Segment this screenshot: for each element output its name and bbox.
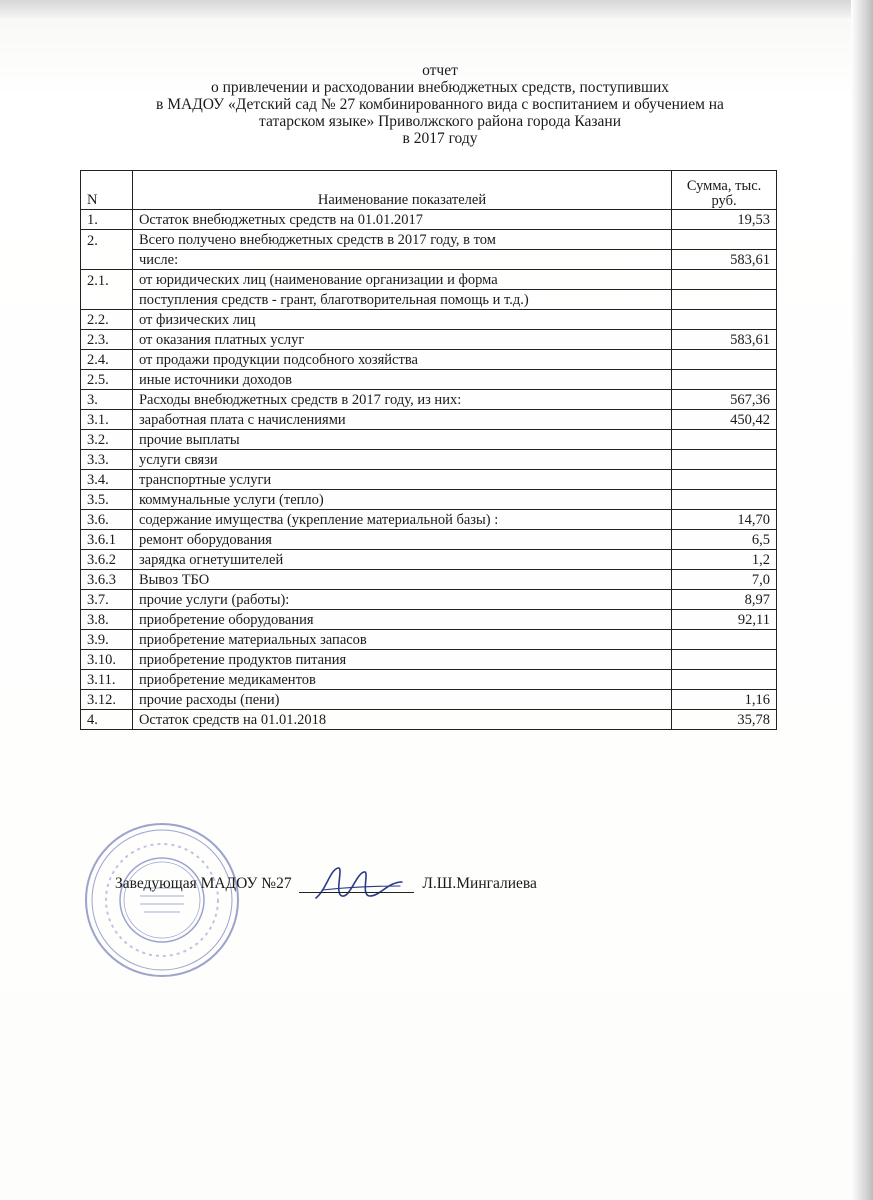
- row-label: прочие расходы (пени): [132, 690, 671, 710]
- row-number: 3.1.: [81, 410, 133, 430]
- header-sum: [672, 171, 777, 210]
- row-number: 3.6.: [81, 510, 133, 530]
- row-number: 2.: [81, 230, 133, 250]
- row-label: зарядка огнетушителей: [132, 550, 671, 570]
- row-sum: [672, 350, 777, 370]
- table-row: [81, 630, 777, 650]
- row-number: 3.: [81, 390, 133, 410]
- row-number: 1.: [81, 210, 133, 230]
- row-sum: 19,53: [672, 210, 777, 230]
- table-header-row: [81, 171, 777, 210]
- row-label: от продажи продукции подсобного хозяйства: [132, 350, 671, 370]
- signatory-position: Заведующая МАДОУ №27: [115, 875, 292, 892]
- report-title: [110, 62, 770, 147]
- table-row: [81, 690, 777, 710]
- row-label: прочие выплаты: [132, 430, 671, 450]
- table-row: [81, 650, 777, 670]
- table-row: [81, 370, 777, 390]
- table-row: [81, 470, 777, 490]
- table-row: [81, 410, 777, 430]
- table-row: [81, 610, 777, 630]
- row-sum: 35,78: [672, 710, 777, 730]
- row-number: 2.4.: [81, 350, 133, 370]
- row-label: поступления средств - грант, благотворительная помощь и т.д.): [132, 290, 671, 310]
- title-line-2: о привлечении и расходовании внебюджетных средств, поступивших: [210, 79, 670, 96]
- row-sum: 92,11: [672, 610, 777, 630]
- row-sum: [672, 310, 777, 330]
- row-sum: 1,16: [672, 690, 777, 710]
- row-label: от оказания платных услуг: [132, 330, 671, 350]
- row-number: 3.2.: [81, 430, 133, 450]
- row-label: коммунальные услуги (тепло): [132, 490, 671, 510]
- row-label: Расходы внебюджетных средств в 2017 году, из них:: [132, 390, 671, 410]
- row-number: 3.9.: [81, 630, 133, 650]
- row-sum: 7,0: [672, 570, 777, 590]
- row-sum: 8,97: [672, 590, 777, 610]
- table-row: [81, 590, 777, 610]
- title-line-5: в 2017 году: [402, 130, 478, 147]
- table-body: [81, 210, 777, 730]
- header-num: N: [81, 171, 133, 210]
- table-row: [81, 230, 777, 250]
- row-sum: [672, 630, 777, 650]
- row-sum: 583,61: [672, 250, 777, 270]
- row-sum: 450,42: [672, 410, 777, 430]
- row-number: 2.3.: [81, 330, 133, 350]
- row-sum: [672, 370, 777, 390]
- row-sum: 6,5: [672, 530, 777, 550]
- row-sum: [672, 270, 777, 290]
- table-row: [81, 710, 777, 730]
- row-number: [81, 290, 133, 310]
- row-label: от юридических лиц (наименование организации и форма: [132, 270, 671, 290]
- row-number: [81, 250, 133, 270]
- row-label: приобретение продуктов питания: [132, 650, 671, 670]
- row-label: приобретение оборудования: [132, 610, 671, 630]
- header-sum-line-2: руб.: [711, 193, 737, 209]
- row-label: услуги связи: [132, 450, 671, 470]
- table-row: [81, 550, 777, 570]
- row-sum: 14,70: [672, 510, 777, 530]
- signature-block: [115, 875, 715, 893]
- row-label: прочие услуги (работы):: [132, 590, 671, 610]
- title-line-3: в МАДОУ «Детский сад № 27 комбинированного вида с воспитанием и обучением на: [156, 96, 724, 113]
- row-number: 3.5.: [81, 490, 133, 510]
- row-number: 4.: [81, 710, 133, 730]
- scan-edge-top: [0, 0, 873, 18]
- row-number: 3.11.: [81, 670, 133, 690]
- table-row: [81, 530, 777, 550]
- row-label: ремонт оборудования: [132, 530, 671, 550]
- table-row: [81, 210, 777, 230]
- row-label: от физических лиц: [132, 310, 671, 330]
- row-number: 3.7.: [81, 590, 133, 610]
- row-sum: 583,61: [672, 330, 777, 350]
- row-number: 3.6.3: [81, 570, 133, 590]
- row-label: числе:: [132, 250, 671, 270]
- row-sum: 567,36: [672, 390, 777, 410]
- signature-line: [299, 892, 414, 893]
- header-name: Наименование показателей: [132, 171, 671, 210]
- row-label: заработная плата с начислениями: [132, 410, 671, 430]
- header-sum-line-1: Сумма, тыс.: [686, 178, 762, 194]
- row-number: 3.6.1: [81, 530, 133, 550]
- row-sum: [672, 430, 777, 450]
- row-sum: [672, 290, 777, 310]
- table-row: [81, 570, 777, 590]
- table-row: [81, 430, 777, 450]
- signatory-name: Л.Ш.Мингалиева: [422, 875, 537, 892]
- table-row: [81, 270, 777, 290]
- table-row: [81, 310, 777, 330]
- row-label: Всего получено внебюджетных средств в 2017 году, в том: [132, 230, 671, 250]
- row-label: Остаток средств на 01.01.2018: [132, 710, 671, 730]
- table-row: [81, 490, 777, 510]
- row-sum: [672, 470, 777, 490]
- row-number: 3.4.: [81, 470, 133, 490]
- report-table: [80, 170, 777, 730]
- table-row: [81, 250, 777, 270]
- row-number: 2.2.: [81, 310, 133, 330]
- row-label: Остаток внебюджетных средств на 01.01.2017: [132, 210, 671, 230]
- row-sum: [672, 670, 777, 690]
- row-number: 2.5.: [81, 370, 133, 390]
- row-label: Вывоз ТБО: [132, 570, 671, 590]
- title-line-1: отчет: [422, 62, 458, 79]
- table-row: [81, 290, 777, 310]
- row-label: приобретение материальных запасов: [132, 630, 671, 650]
- table-row: [81, 670, 777, 690]
- row-number: 3.3.: [81, 450, 133, 470]
- row-label: содержание имущества (укрепление материальной базы) :: [132, 510, 671, 530]
- table-row: [81, 350, 777, 370]
- row-number: 2.1.: [81, 270, 133, 290]
- row-number: 3.8.: [81, 610, 133, 630]
- table-row: [81, 510, 777, 530]
- row-sum: 1,2: [672, 550, 777, 570]
- table-row: [81, 450, 777, 470]
- row-number: 3.10.: [81, 650, 133, 670]
- title-line-4: татарском языке» Приволжского района города Казани: [259, 113, 621, 130]
- round-seal-icon: [82, 820, 242, 980]
- row-sum: [672, 450, 777, 470]
- table-row: [81, 330, 777, 350]
- row-number: 3.6.2: [81, 550, 133, 570]
- row-label: приобретение медикаментов: [132, 670, 671, 690]
- table-row: [81, 390, 777, 410]
- scan-edge-right: [851, 0, 873, 1200]
- row-label: транспортные услуги: [132, 470, 671, 490]
- row-sum: [672, 490, 777, 510]
- row-sum: [672, 650, 777, 670]
- row-label: иные источники доходов: [132, 370, 671, 390]
- row-number: 3.12.: [81, 690, 133, 710]
- row-sum: [672, 230, 777, 250]
